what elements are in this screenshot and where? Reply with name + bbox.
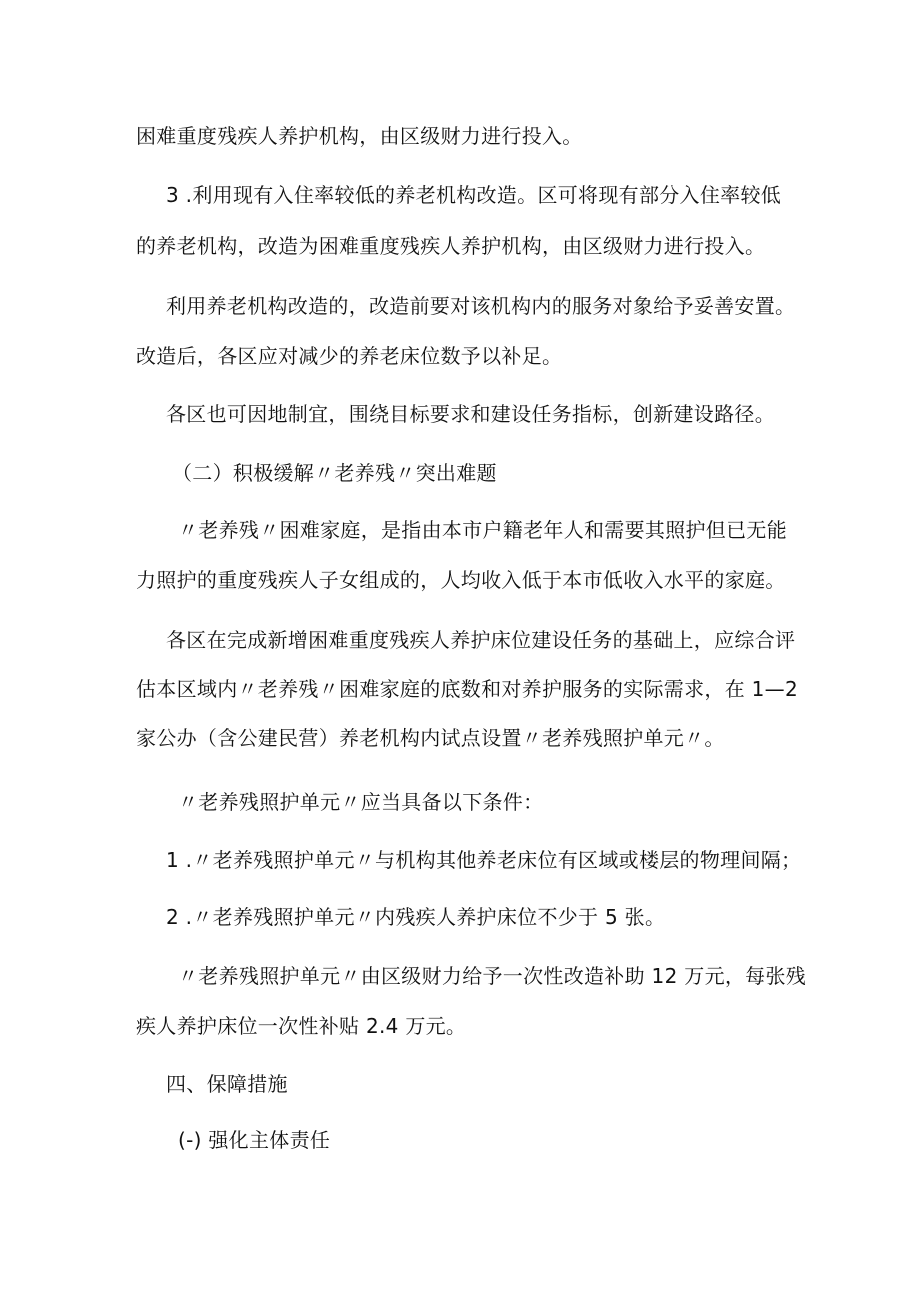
text-line: 〃老养残照护单元〃由区级财力给予一次性改造补助 12 万元，每张残 <box>178 964 807 988</box>
section-heading: （二）积极缓解〃老养残〃突出难题 <box>172 461 497 485</box>
list-item: 1 .〃老养残照护单元〃与机构其他养老床位有区域或楼层的物理间隔； <box>166 848 802 872</box>
subsection-heading: (-) 强化主体责任 <box>178 1128 331 1152</box>
text-line: 利用养老机构改造的，改造前要对该机构内的服务对象给予妥善安置。 <box>166 294 796 318</box>
text-line: 家公办（含公建民营）养老机构内试点设置〃老养残照护单元〃。 <box>136 726 725 750</box>
section-heading: 四、保障措施 <box>166 1072 288 1096</box>
text-line: 各区在完成新增困难重度残疾人养护床位建设任务的基础上，应综合评 <box>166 628 796 652</box>
text-line: 困难重度残疾人养护机构，由区级财力进行投入。 <box>136 124 583 148</box>
text-line: 各区也可因地制宜，围绕目标要求和建设任务指标，创新建设路径。 <box>166 402 775 426</box>
text-line: 力照护的重度残疾人子女组成的，人均收入低于本市低收入水平的家庭。 <box>136 568 786 592</box>
text-line: 改造后，各区应对减少的养老床位数予以补足。 <box>136 344 563 368</box>
text-line: 的养老机构，改造为困难重度残疾人养护机构，由区级财力进行投入。 <box>136 234 766 258</box>
text-line: 〃老养残〃困难家庭，是指由本市户籍老年人和需要其照护但已无能 <box>178 518 787 542</box>
text-line: 估本区域内〃老养残〃困难家庭的底数和对养护服务的实际需求，在 1—2 <box>136 677 799 701</box>
text-line: 3 .利用现有入住率较低的养老机构改造。区可将现有部分入住率较低 <box>166 183 782 207</box>
list-item: 2 .〃老养残照护单元〃内残疾人养护床位不少于 5 张。 <box>166 905 666 929</box>
text-line: 〃老养残照护单元〃应当具备以下条件： <box>178 790 544 814</box>
text-line: 疾人养护床位一次性补贴 2.4 万元。 <box>136 1014 467 1038</box>
